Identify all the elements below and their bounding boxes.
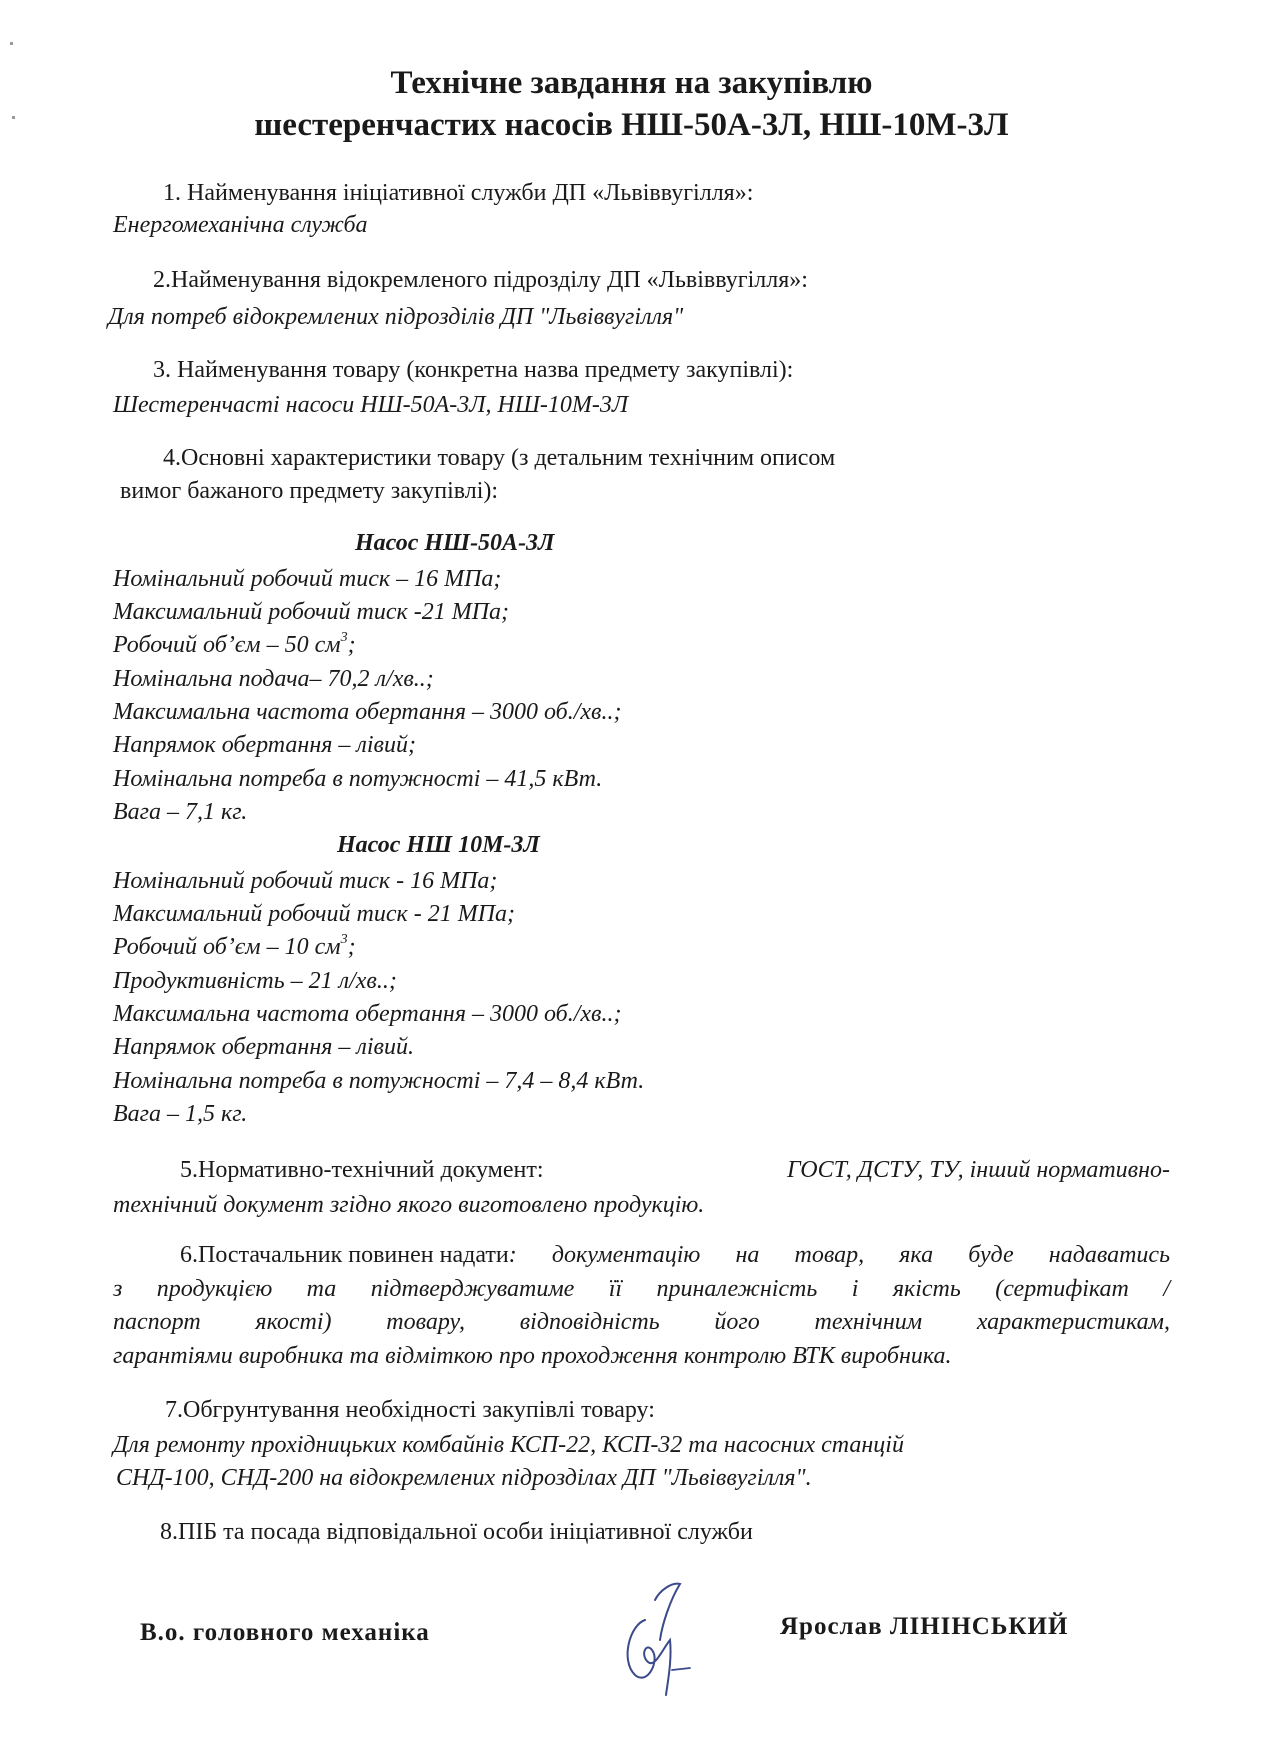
pump-2-name: Насос НШ 10М-3Л bbox=[337, 832, 540, 858]
pump-2-spec: Вага – 1,5 кг. bbox=[113, 1101, 248, 1127]
pump-1-spec: Напрямок обертання – лівий; bbox=[113, 732, 416, 758]
section-4-heading-line-1: 4.Основні характеристики товару (з детальним технічним описом bbox=[163, 445, 836, 471]
pump-2-spec: Максимальна частота обертання – 3000 об./хв..; bbox=[113, 1001, 622, 1027]
section-5-line-2: технічний документ згідно якого виготовлено продукцію. bbox=[113, 1192, 705, 1218]
section-6-line-2: з продукцією та підтверджуватиме її приналежність і якість (сертифікат / bbox=[113, 1276, 1170, 1302]
section-6-line-4: гарантіями виробника та відміткою про проходження контролю ВТК виробника. bbox=[113, 1343, 952, 1369]
section-2-value: Для потреб відокремлених підрозділів ДП "Львіввугілля" bbox=[108, 304, 684, 330]
pump-1-spec: Номінальна подача– 70,2 л/хв..; bbox=[113, 666, 434, 692]
section-7-heading: 7.Обгрунтування необхідності закупівлі товару: bbox=[165, 1397, 655, 1423]
pump-2-spec: Напрямок обертання – лівий. bbox=[113, 1034, 414, 1060]
document-title-line-2: шестеренчастих насосів НШ-50А-3Л, НШ-10М-3Л bbox=[254, 107, 1009, 143]
scan-mark bbox=[10, 42, 13, 45]
section-2-heading: 2.Найменування відокремленого підрозділу ДП «Львіввугілля»: bbox=[153, 267, 808, 293]
pump-1-spec: Вага – 7,1 кг. bbox=[113, 799, 248, 825]
pump-1-name: Насос НШ-50А-3Л bbox=[355, 530, 555, 556]
pump-2-spec: Номінальна потреба в потужності – 7,4 – 8,4 кВт. bbox=[113, 1068, 645, 1094]
handwritten-signature bbox=[600, 1580, 710, 1700]
section-5-label: 5.Нормативно-технічний документ: bbox=[180, 1157, 544, 1183]
pump-1-spec-volume: Робочий об’єм – 50 $см^3$; bbox=[113, 630, 356, 658]
signer-name: Ярослав ЛІНІНСЬКИЙ bbox=[780, 1613, 1069, 1640]
pump-2-spec: Продуктивність – 21 л/хв..; bbox=[113, 968, 397, 994]
pump-1-spec: Максимальна частота обертання – 3000 об./хв..; bbox=[113, 699, 622, 725]
section-6-line-1-rest: : документацію на товар, яка буде надаватись bbox=[508, 1242, 1170, 1268]
section-6-line-3: паспорт якості) товару, відповідність його технічним характеристикам, bbox=[113, 1309, 1170, 1335]
pump-2-spec: Максимальний робочий тиск - 21 МПа; bbox=[113, 901, 516, 927]
section-1-value: Енергомеханічна служба bbox=[113, 212, 368, 238]
section-1-heading: 1. Найменування ініціативної служби ДП «Львіввугілля»: bbox=[163, 180, 754, 206]
section-3-value: Шестеренчасті насоси НШ-50А-3Л, НШ-10М-3Л bbox=[113, 392, 629, 418]
document-title-line-1: Технічне завдання на закупівлю bbox=[390, 65, 873, 101]
pump-2-spec: Номінальний робочий тиск - 16 МПа; bbox=[113, 868, 498, 894]
section-5-line-1 bbox=[180, 1155, 1170, 1185]
section-4-heading-line-2: вимог бажаного предмету закупівлі): bbox=[120, 478, 499, 504]
signer-position: В.о. головного механіка bbox=[140, 1619, 430, 1646]
section-7-value-line-1: Для ремонту прохідницьких комбайнів КСП-22, КСП-32 та насосних станцій bbox=[113, 1432, 904, 1458]
pump-2-spec-volume: Робочий об’єм – 10 $см^3$; bbox=[113, 932, 356, 960]
section-3-heading: 3. Найменування товару (конкретна назва предмету закупівлі): bbox=[153, 357, 794, 383]
pump-1-spec: Номінальний робочий тиск – 16 МПа; bbox=[113, 566, 502, 592]
pump-1-spec: Максимальний робочий тиск -21 МПа; bbox=[113, 599, 510, 625]
section-7-value-line-2: СНД-100, СНД-200 на відокремлених підрозділах ДП "Львіввугілля". bbox=[116, 1465, 812, 1491]
section-5-value: ГОСТ, ДСТУ, ТУ, інший нормативно- bbox=[786, 1157, 1170, 1183]
pump-1-spec: Номінальна потреба в потужності – 41,5 кВт. bbox=[113, 766, 603, 792]
section-6-label: 6.Постачальник повинен надати bbox=[180, 1242, 509, 1268]
section-8-heading: 8.ПІБ та посада відповідальної особи ініціативної служби bbox=[160, 1519, 753, 1545]
section-6-line-1 bbox=[180, 1240, 1170, 1270]
